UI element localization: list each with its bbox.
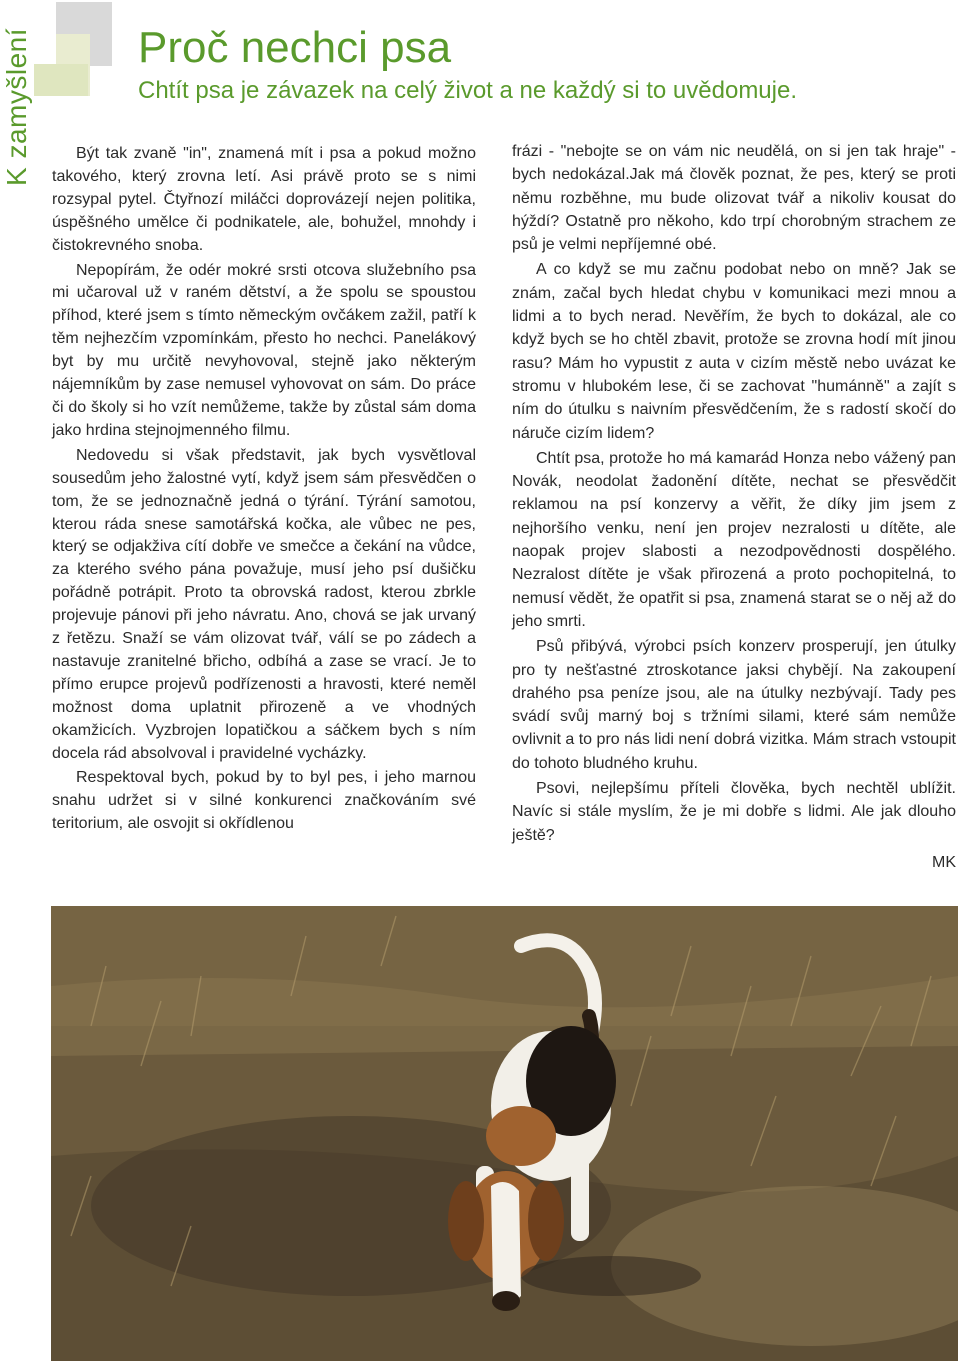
paragraph: Psovi, nejlepšímu příteli člověka, bych nechtěl ublížit. Navíc si stále myslím, že je mi dobře s lidmi. Ale jak dlouho ještě? (512, 780, 956, 844)
decorative-square-green (34, 64, 88, 96)
beagle-photo (51, 906, 958, 1361)
right-column (512, 140, 956, 876)
paragraph: Být tak zvaně "in", znamená mít i psa a pokud možno takového, který zrovna letí. Asi právě proto se s nimi rozsypal pytel. Čtyřnozí miláčci doprovázejí nejen politika, úspěšného umělce či podnikatele, ale, bohužel, mnohdy i čistokrevného snoba. (52, 145, 476, 254)
left-column (52, 143, 476, 838)
paragraph: Psů přibývá, výrobci psích konzerv prosperují, jen útulky pro ty nešťastné ztroskotance jaksi chybějí. Na zakoupení drahého psa peníze jsou, ale na útulky nezbývají. Tady pes svádí svůj marný boj s tržními silami, které sám nemůže ovlivnit a to pro nás lidi není dobrá vizitka. Mám strach vstoupit do tohoto bludného kruhu. (512, 638, 956, 772)
paragraph: Nepopírám, že odér mokré srsti otcova služebního psa mi učaroval už v raném dětství, a že spolu se spoustou příhod, které jsem s tímto německým ovčákem zažil, patří k těm nejhezčím vzpomínkám, přesto ho nechci. Panelákový byt by mu určitě nevyhovoval, stejně jako některým nájemníkům by zase nemusel vyhovovat on sám. Do práce či do školy si ho vzít nemůžeme, takže by zůstal sám doma jako hrdina stejnojmenného filmu. (52, 261, 476, 439)
article-subtitle: Chtít psa je závazek na celý život a ne každý si to uvědomuje. (138, 77, 798, 104)
author-signature: MK (932, 853, 956, 871)
paragraph: Nedovedu si však představit, jak bych vysvětloval sousedům jeho žalostné vytí, když jsem sám přesvědčen o tom, že se jednoznačně jedná o týrání. Týrání samotou, kterou ráda snese samotářská kočka, ale vůbec ne pes, který se odjakživa cítí dobře ve smečce a čekání na vůdce, za kterého svého pána považuje, musí jeho psí dušičku pořádně potrápit. Proto ta obrovská radost, kterou zbrkle projevuje pánovi při jeho návratu. Ano, chová se jak urvaný z řetězu. Snaží se vám olizovat tvář, válí se po zádech a nastavuje zranitelné břicho, odbíhá a zase se vrací. Je to přímo erupce projevů podřízenosti a hravosti, které neměl možnost doma uplatnit přirozeně a ve vhodných okamžicích. Vyzbrojen lopatičkou a sáčkem bych s ním docela rád absolvoval i pravidelné vycházky. (52, 446, 476, 762)
paragraph: Respektoval bych, pokud by to byl pes, i jeho marnou snahu udržet si v silné konkurenci značkováním své teritorium, ale osvojit si okřídlenou (52, 769, 476, 833)
section-label: K zamyšlení (1, 28, 32, 186)
paragraph: frázi - "nebojte se on vám nic neudělá, on si jen tak hraje" - bych nedokázal.Jak má člověk poznat, že pes, který se proti němu rozběhne, mu bude olizovat tvář a nikoliv kousat do hýždí? Ostatně pro někoho, kdo trpí chorobným strachem ze psů je velmi nepříjemné obé. (512, 143, 956, 254)
article-title: Proč nechci psa (138, 23, 452, 72)
paragraph: Chtít psa, protože ho má kamarád Honza nebo vážený pan Novák, neodolat žadonění dítěte, nechat se přesvědčit reklamou na psí konzervy a věřit, že díky jim jsem z nejhoršího venku, není jen projev nezralosti u dítěte, ale naopak projev slabosti a nezodpovědnosti dospělého. Nezralost dítěte je však přirozená a proto pochopitelná, to nemusí vědět, že opatřit si psa, znamená starat se o něj až do jeho smrti. (512, 449, 956, 630)
paragraph: A co když se mu začnu podobat nebo on mně? Jak se znám, začal bych hledat chybu v komunikaci mezi mnou a lidmi a to bych nerad. Nevěřím, že bych to dokázal, ale co když bych se ho chtěl zbavit, protože se zrovna hodí mít jinou rasu? Mám ho vypustit z auta v cizím městě nebo uvázat ke stromu v hlubokém lese, či se zachovat "humánně" a zajít s ním do útulku s naivním přesvědčením, že s radostí skočí do náruče cizím lidem? (512, 261, 956, 442)
